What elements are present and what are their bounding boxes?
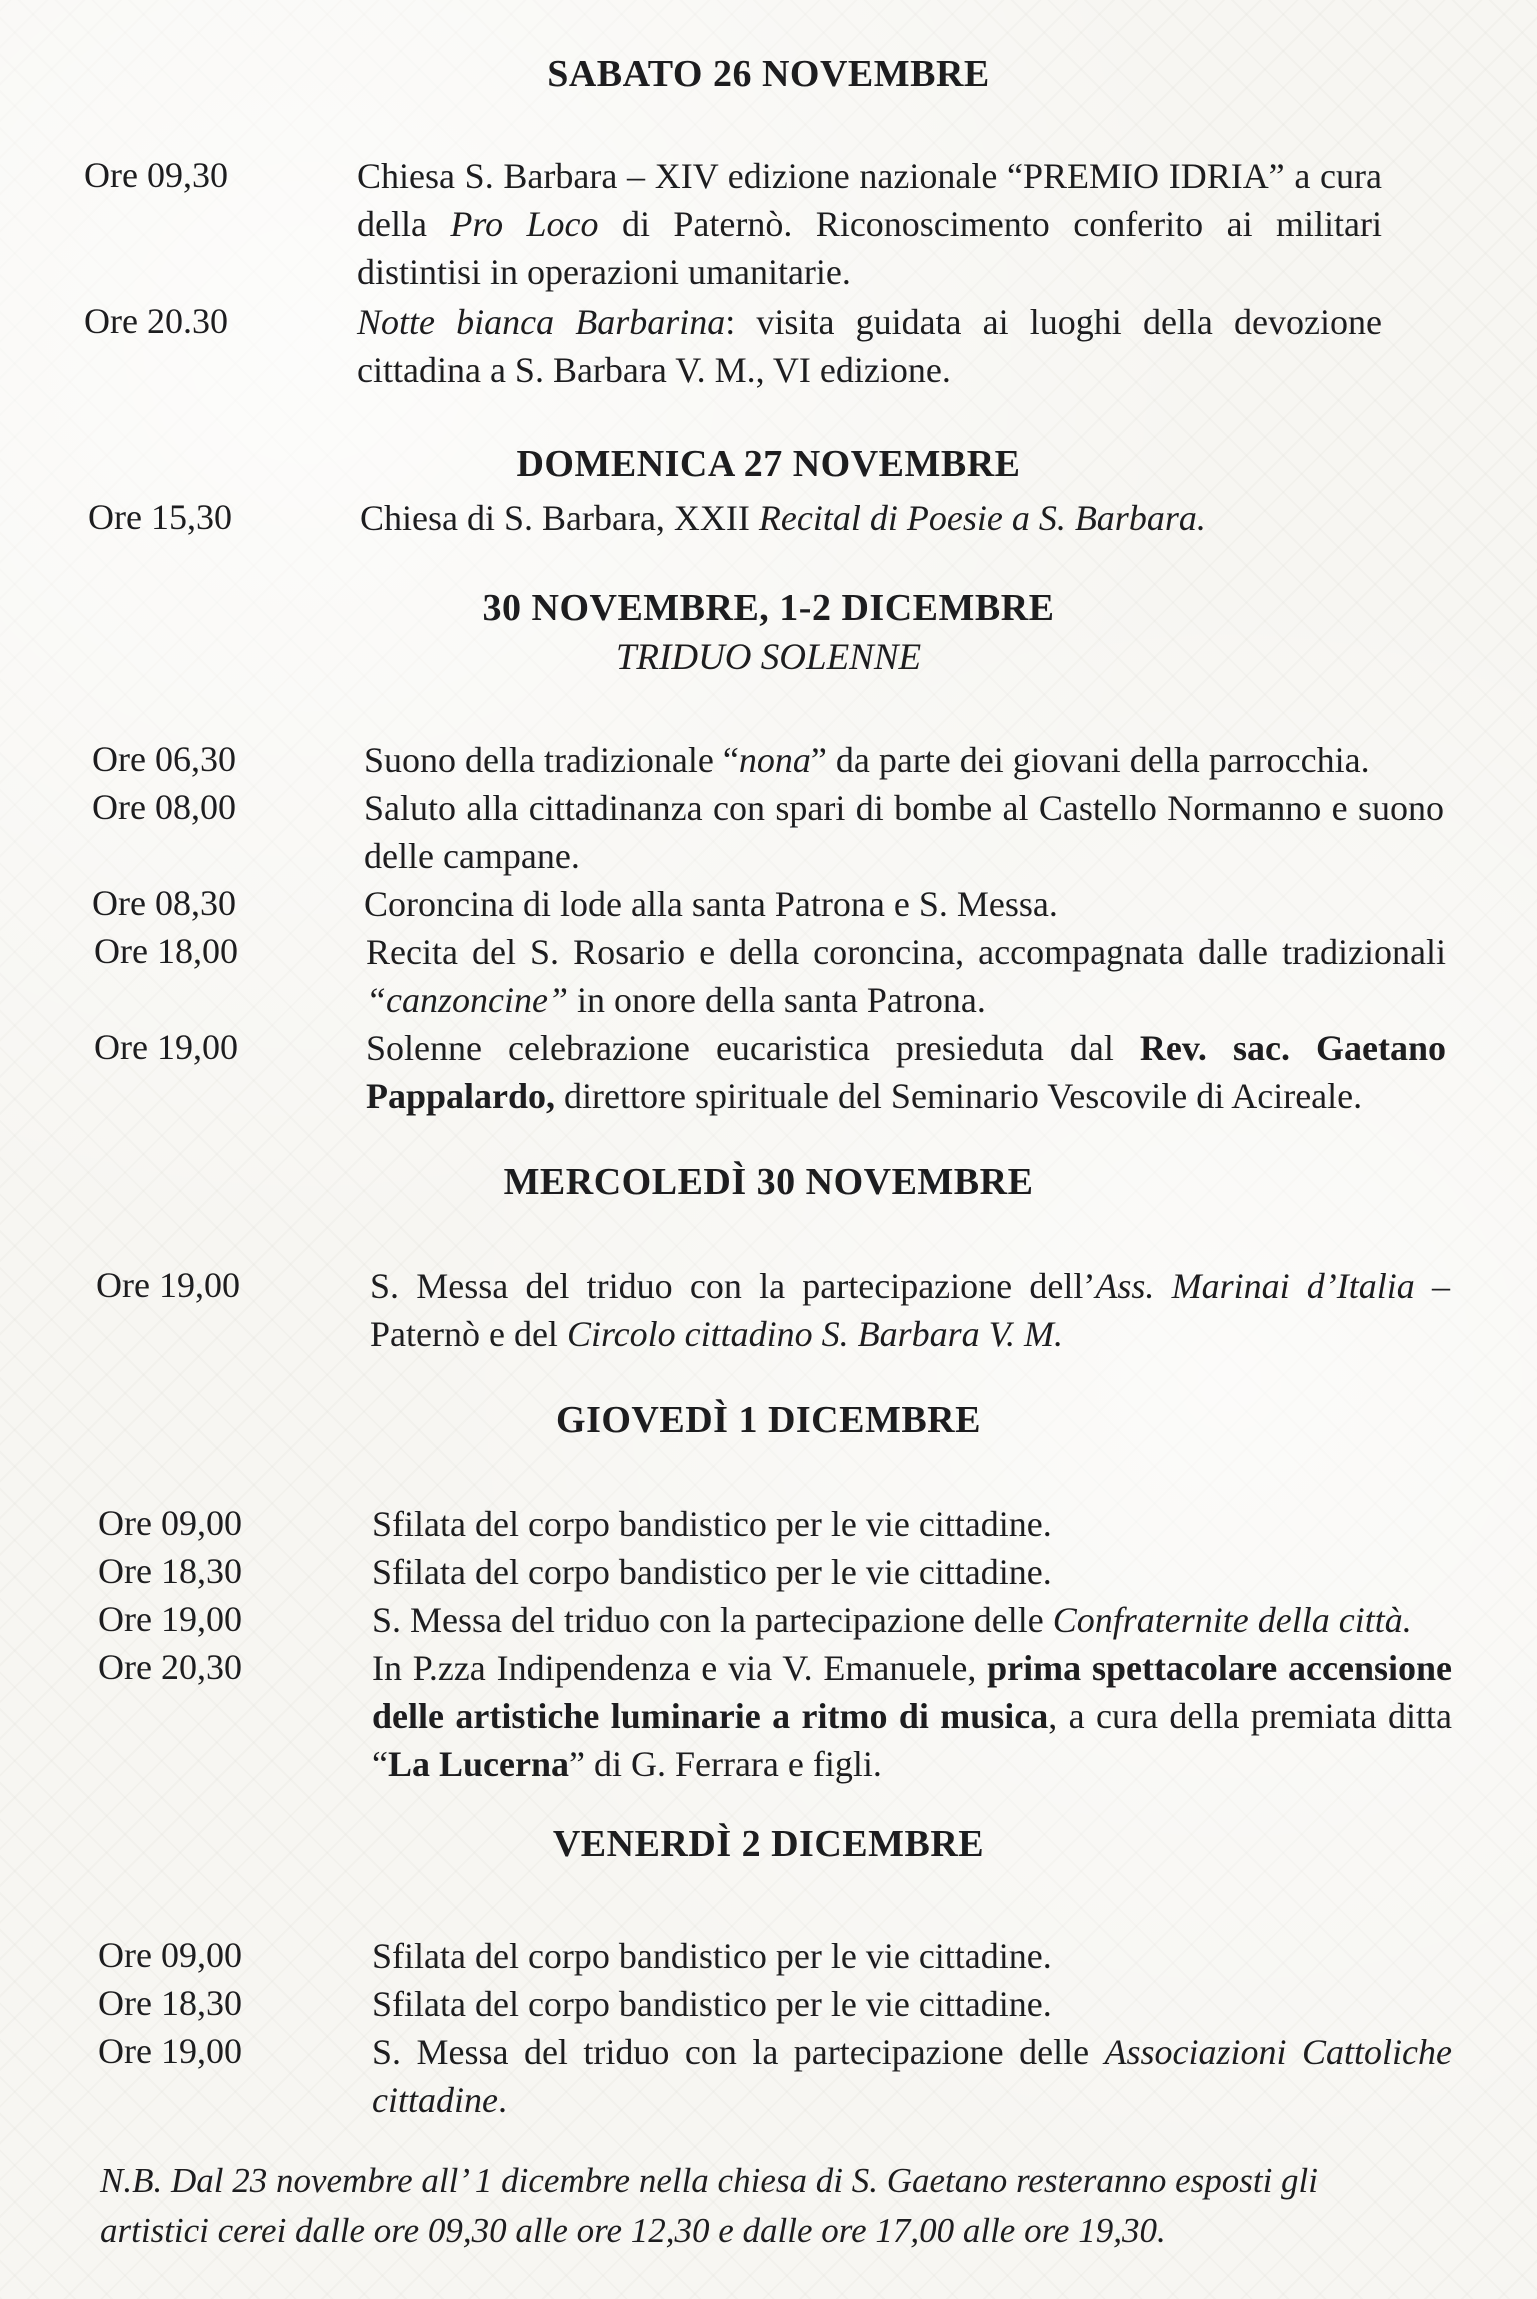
event-time: Ore 09,00 xyxy=(98,1503,242,1543)
italic-text: Recital di Poesie a S. Barbara. xyxy=(758,498,1206,538)
italic-text: Confraternite della città. xyxy=(1052,1600,1412,1640)
text-run: Recita del S. Rosario e della coroncina, accompagnata dalle tradizionali xyxy=(366,932,1446,972)
event-time: Ore 09,30 xyxy=(84,155,228,195)
text-run: Chiesa di S. Barbara, XXII xyxy=(360,498,759,538)
event-time: Ore 18,30 xyxy=(98,1983,242,2023)
bold-text: Rev. sac. Gaetano Pappalardo, xyxy=(366,1028,1446,1116)
event-description xyxy=(364,736,1444,784)
italic-text: Notte bianca Barbarina xyxy=(357,302,726,342)
text-run: direttore spirituale del Seminario Vescovile di Acireale. xyxy=(555,1076,1363,1116)
text-run: Coroncina di lode alla santa Patrona e S. Messa. xyxy=(364,884,1058,924)
text-run: di Paternò. Riconoscimento conferito ai militari distintisi in operazioni umanitarie. xyxy=(357,204,1382,292)
event-time: Ore 20,30 xyxy=(98,1647,242,1687)
event-description xyxy=(372,1500,1467,1548)
event-time: Ore 20.30 xyxy=(84,301,228,341)
section-title-triduo: 30 NOVEMBRE, 1-2 DICEMBRE xyxy=(482,587,1055,629)
italic-text: Associazioni Cattoliche cittadine xyxy=(372,2032,1452,2120)
event-description xyxy=(360,494,1420,542)
event-description xyxy=(370,1262,1450,1358)
section-title-domenica: DOMENICA 27 NOVEMBRE xyxy=(516,443,1021,485)
event-description xyxy=(372,2028,1452,2124)
event-time: Ore 18,30 xyxy=(98,1551,242,1591)
text-run: Suono della tradizionale “ xyxy=(364,740,739,780)
text-run: Sfilata del corpo bandistico per le vie cittadine. xyxy=(372,1552,1052,1592)
event-description xyxy=(357,152,1382,296)
event-time: Ore 19,00 xyxy=(94,1027,238,1067)
text-run: ” da parte dei giovani della parrocchia. xyxy=(810,740,1370,780)
event-time: Ore 06,30 xyxy=(92,739,236,779)
bold-text: La Lucerna xyxy=(387,1744,569,1784)
event-description xyxy=(372,1548,1467,1596)
event-description xyxy=(366,928,1446,1024)
italic-text: nona xyxy=(738,740,811,780)
italic-text: Circolo cittadino S. Barbara V. M. xyxy=(566,1314,1063,1354)
event-time: Ore 08,00 xyxy=(92,787,236,827)
event-time: Ore 15,30 xyxy=(88,497,232,537)
text-run: Solenne celebrazione eucaristica presieduta dal xyxy=(366,1028,1140,1068)
text-run: S. Messa del triduo con la partecipazione dell’ xyxy=(370,1266,1096,1306)
text-run: . xyxy=(497,2080,507,2120)
text-run: S. Messa del triduo con la partecipazione delle xyxy=(372,2032,1105,2072)
section-title-sabato: SABATO 26 NOVEMBRE xyxy=(547,53,990,95)
event-description xyxy=(364,880,1444,928)
footnote: N.B. Dal 23 novembre all’ 1 dicembre nella chiesa di S. Gaetano resteranno esposti gli artistici cerei dalle ore 09,30 alle ore 12,30 e dalle ore 17,00 alle ore 19,30. xyxy=(100,2161,1319,2250)
text-run: in onore della santa Patrona. xyxy=(568,980,986,1020)
italic-text: Ass. Marinai d’Italia xyxy=(1095,1266,1415,1306)
event-time: Ore 19,00 xyxy=(96,1265,240,1305)
text-run: Sfilata del corpo bandistico per le vie cittadine. xyxy=(372,1984,1052,2024)
event-time: Ore 19,00 xyxy=(98,1599,242,1639)
text-run: – Paternò e del xyxy=(370,1266,1451,1354)
section-title-giovedi: GIOVEDÌ 1 DICEMBRE xyxy=(556,1399,981,1441)
event-description xyxy=(357,298,1382,394)
event-description xyxy=(372,1980,1452,2028)
text-run: Saluto alla cittadinanza con spari di bombe al Castello Normanno e suono delle campane. xyxy=(364,788,1444,876)
text-run: Sfilata del corpo bandistico per le vie cittadine. xyxy=(372,1936,1052,1976)
section-title-mercoledi: MERCOLEDÌ 30 NOVEMBRE xyxy=(503,1161,1034,1203)
event-description xyxy=(364,784,1444,880)
text-run: Sfilata del corpo bandistico per le vie cittadine. xyxy=(372,1504,1052,1544)
event-time: Ore 18,00 xyxy=(94,931,238,971)
italic-text: “canzoncine” xyxy=(366,980,568,1020)
text-run: In P.zza Indipendenza e via V. Emanuele, xyxy=(372,1648,988,1688)
event-time: Ore 19,00 xyxy=(98,2031,242,2071)
event-time: Ore 08,30 xyxy=(92,883,236,923)
section-subtitle-triduo: TRIDUO SOLENNE xyxy=(615,637,922,678)
event-description xyxy=(372,1644,1452,1788)
section-title-venerdi: VENERDÌ 2 DICEMBRE xyxy=(552,1823,985,1865)
event-description xyxy=(366,1024,1446,1120)
text-run: ” di G. Ferrara e figli. xyxy=(569,1744,882,1784)
italic-text: Pro Loco xyxy=(450,204,599,244)
text-run: : visita guidata ai luoghi della devozione cittadina a S. Barbara V. M., VI edizione. xyxy=(357,302,1382,390)
event-description xyxy=(372,1932,1452,1980)
bold-text: prima spettacolare accensione delle artistiche luminarie a ritmo di musica xyxy=(372,1648,1452,1736)
event-time: Ore 09,00 xyxy=(98,1935,242,1975)
text-run: , a cura della premiata ditta “ xyxy=(372,1696,1452,1784)
text-run: Chiesa S. Barbara – XIV edizione nazionale “PREMIO IDRIA” a cura della xyxy=(357,156,1382,244)
event-description xyxy=(372,1596,1467,1644)
text-run: S. Messa del triduo con la partecipazione delle xyxy=(372,1600,1053,1640)
